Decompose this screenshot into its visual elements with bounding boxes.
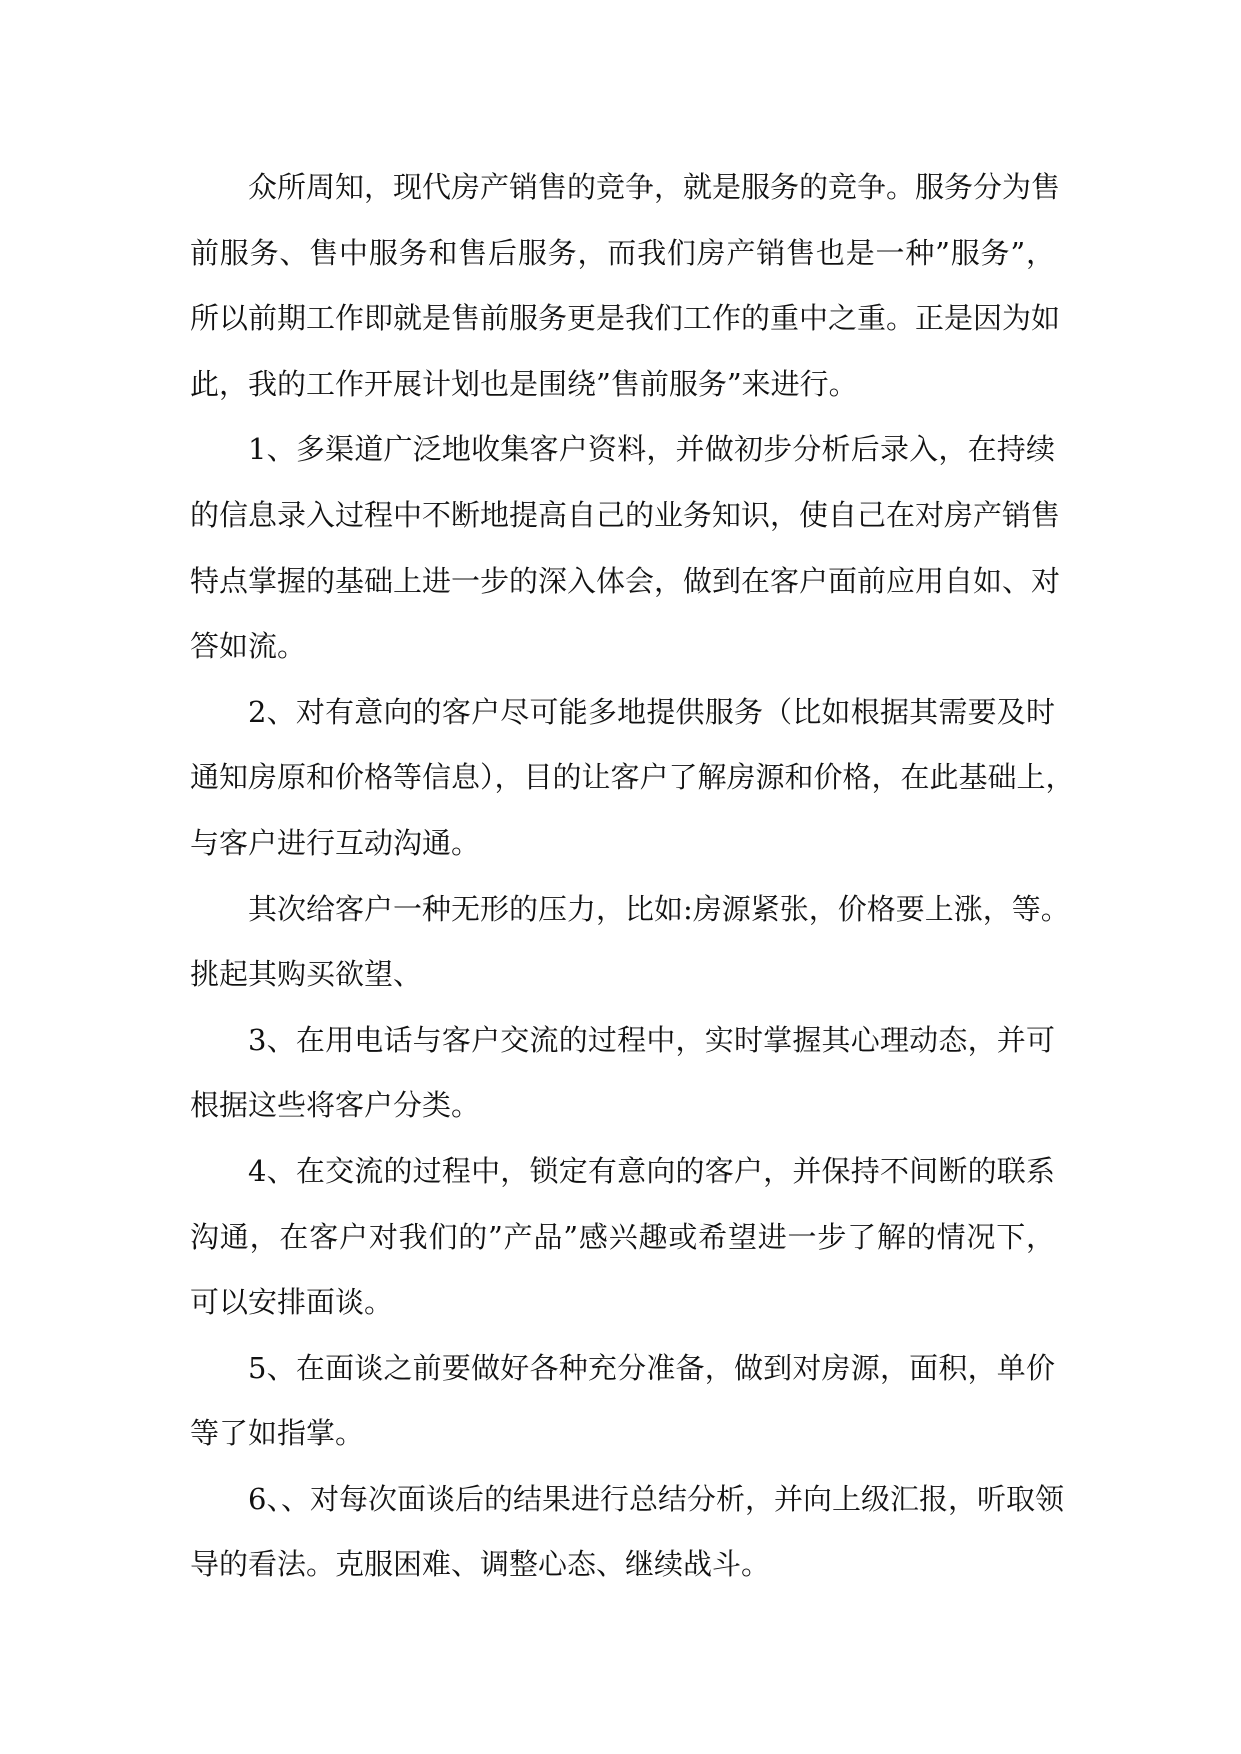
text-line: 6、、对每次面谈后的结果进行总结分析，并向上级汇报，听取领 [248, 1481, 1064, 1516]
text-line: 4、在交流的过程中，锁定有意向的客户，并保持不间断的联系 [248, 1153, 1055, 1188]
text-line: 3、在用电话与客户交流的过程中，实时掌握其心理动态，并可 [248, 1022, 1055, 1057]
text-line: 1、多渠道广泛地收集客户资料，并做初步分析后录入，在持续 [248, 432, 1055, 467]
text-line: 通知房原和价格等信息），目的让客户了解房源和价格，在此基础上， [190, 760, 1075, 795]
text-line: 与客户进行互动沟通。 [190, 825, 481, 860]
text-line: 可以安排面谈。 [190, 1285, 394, 1320]
text-line: 2、对有意向的客户尽可能多地提供服务（比如根据其需要及时 [248, 694, 1055, 729]
text-line: 等了如指掌。 [190, 1416, 365, 1451]
text-line: 挑起其购买欲望、 [190, 957, 423, 992]
text-line: 此，我的工作开展计划也是围绕”售前服务”来进行。 [190, 366, 858, 401]
text-line: 根据这些将客户分类。 [190, 1088, 481, 1123]
text-line: 所以前期工作即就是售前服务更是我们工作的重中之重。正是因为如 [190, 301, 1061, 336]
text-line: 的信息录入过程中不断地提高自己的业务知识，使自己在对房产销售 [190, 497, 1061, 532]
text-line: 其次给客户一种无形的压力，比如:房源紧张，价格要上涨，等。 [248, 891, 1070, 926]
text-line: 沟通，在客户对我们的”产品”感兴趣或希望进一步了解的情况下， [190, 1219, 1055, 1254]
text-line: 导的看法。克服困难、调整心态、继续战斗。 [190, 1547, 771, 1582]
document-body [190, 155, 1075, 1598]
text-line: 众所周知，现代房产销售的竞争，就是服务的竞争。服务分为售 [248, 170, 1061, 204]
text-line: 5、在面谈之前要做好各种充分准备，做到对房源，面积，单价 [248, 1350, 1055, 1385]
text-line: 前服务、售中服务和售后服务，而我们房产销售也是一种”服务”， [190, 235, 1055, 270]
text-line: 特点掌握的基础上进一步的深入体会，做到在客户面前应用自如、对 [190, 563, 1061, 598]
text-line: 答如流。 [190, 629, 307, 664]
